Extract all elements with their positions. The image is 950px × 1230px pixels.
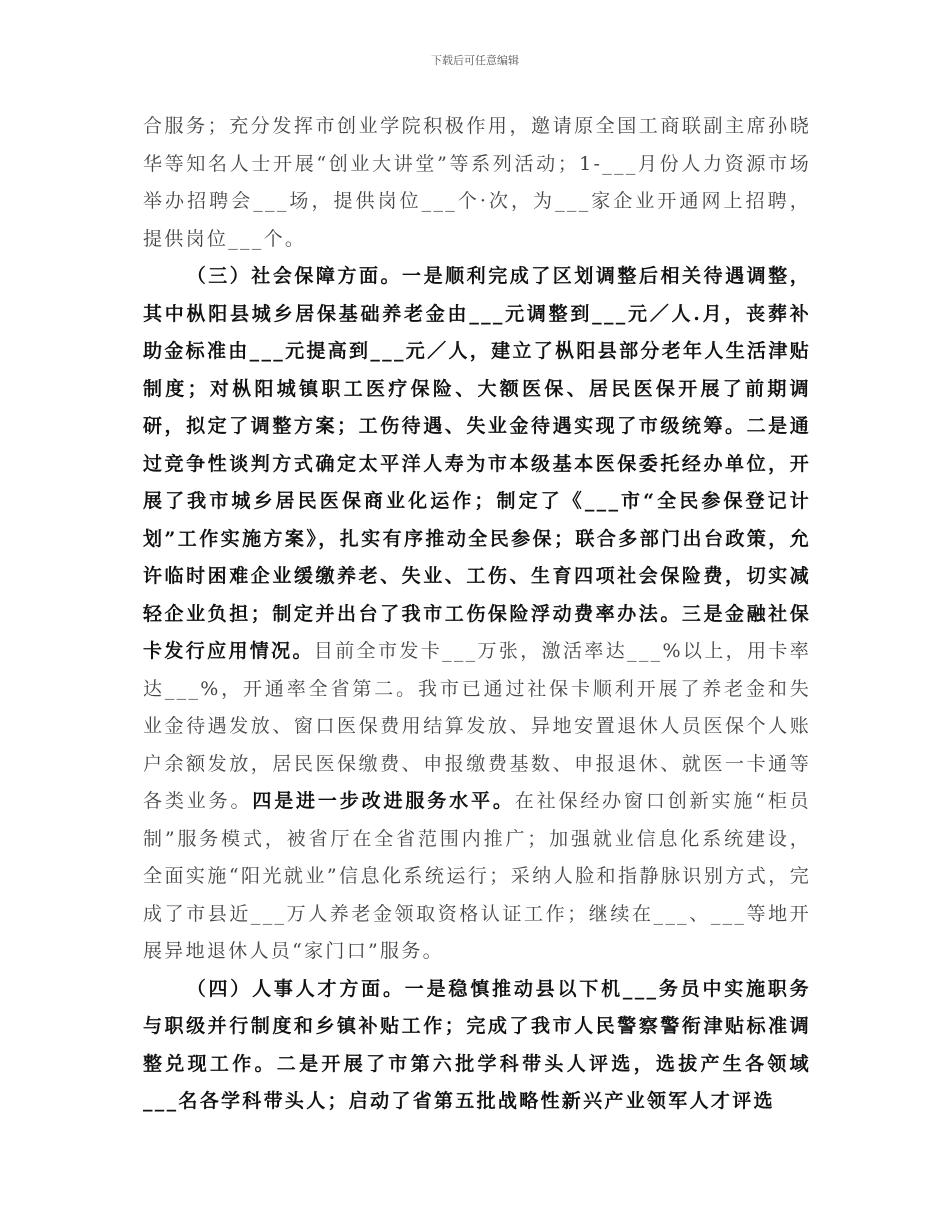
- paragraph-personnel-talent: [143, 971, 811, 1121]
- text-run: 合服务；充分发挥市创业学院积极作用，邀请原全国工商联副主席孙晓华等知名人士开展“创业大讲堂”等系列活动；1-___月份人力资源市场举办招聘会___场，提供岗位___个·次，为___家企业开通网上招聘，提供岗位___个。: [143, 115, 811, 250]
- text-run-bold: （三）社会保障方面。一是顺利完成了区划调整后相关待遇调整，其中枞阳县城乡居保基础养老金由___元调整到___元／人.月，丧葬补助金标准由___元提高到___元／人，建立了枞阳县部分老年人生活津贴制度；对枞阳城镇职工医疗保险、大额医保、居民医保开展了前期调研，拟定了调整方案；工伤待遇、失业金待遇实现了市级统筹。二是通过竞争性谈判方式确定太平洋人寿为市本级基本医保委托经办单位，开展了我市城乡居民医保商业化运作；制定了《___市“全民参保登记计划”工作实施方案》，扎实有序推动全民参保；联合多部门出台政策，允许临时困难企业缓缴养老、失业、工伤、生育四项社会保险费，切实减轻企业负担；制定并出台了我市工伤保险浮动费率办法。三是金融社保卡发行应用情况。: [143, 265, 811, 662]
- paragraph-social-security: [143, 258, 811, 971]
- document-body: [143, 108, 811, 1121]
- text-run: 目前全市发卡___万张，激活率达___%以上，用卡率达___%，开通率全省第二。我市已通过社保卡顺利开展了养老金和失业金待遇发放、窗口医保费用结算发放、异地安置退休人员医保个人账户余额发放，居民医保缴费、申报缴费基数、申报退休、就医一卡通等各类业务。: [143, 640, 811, 812]
- text-run: 在社保经办窗口创新实施“柜员制”服务模式，被省厅在全省范围内推广；加强就业信息化系统建设，全面实施“阳光就业”信息化系统运行；采纳人脸和指静脉识别方式，完成了市县近___万人养老金领取资格认证工作；继续在___、___等地开展异地退休人员“家门口”服务。: [143, 790, 811, 962]
- paragraph-employment-services: [143, 108, 811, 258]
- page-header-note: 下载后可任意编辑: [431, 54, 519, 67]
- text-run-bold: 四是进一步改进服务水平。: [252, 790, 515, 812]
- text-run-bold: （四）人事人才方面。一是稳慎推动县以下机___务员中实施职务与职级并行制度和乡镇补贴工作；完成了我市人民警察警衔津贴标准调整兑现工作。二是开展了市第六批学科带头人评选，选拔产生各领域___名各学科带头人；启动了省第五批战略性新兴产业领军人才评选: [143, 977, 811, 1112]
